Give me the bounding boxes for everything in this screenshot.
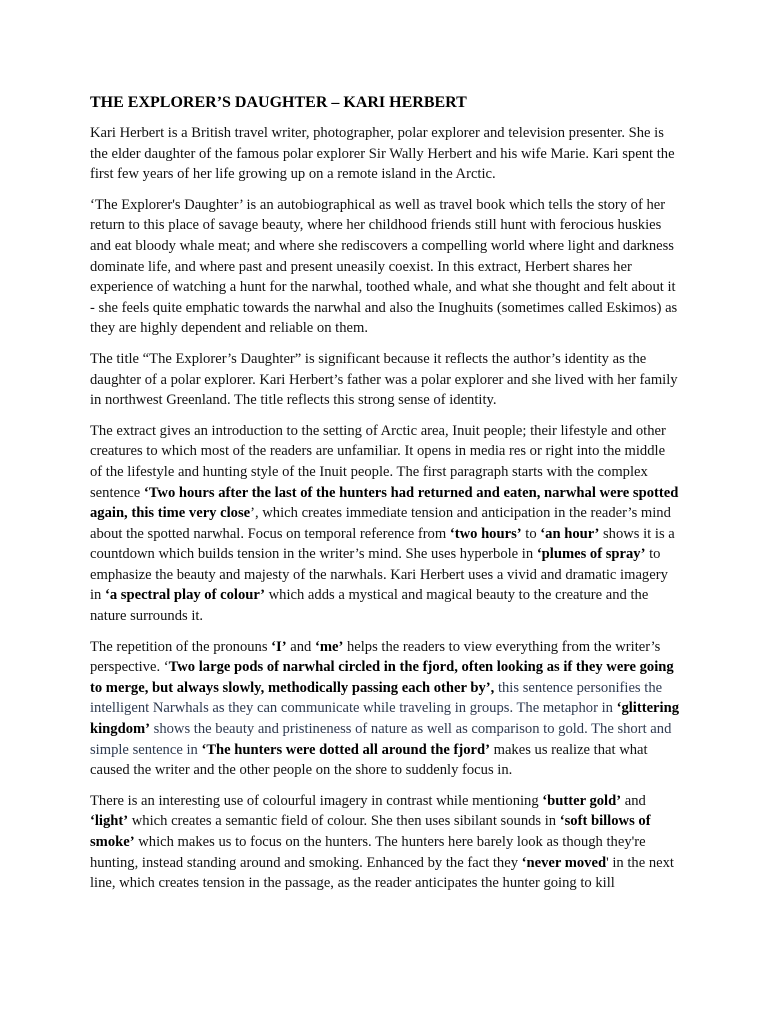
quote-bold: ‘The hunters were dotted all around the fjord’ bbox=[201, 741, 490, 758]
quote-bold: ‘I’ bbox=[271, 638, 287, 655]
quote-bold: ‘glittering kingdom’ bbox=[90, 700, 680, 738]
text-run: which creates a semantic field of colour. She then uses sibilant sounds in bbox=[128, 813, 560, 830]
quote-bold: ‘soft billows of smoke’ bbox=[90, 813, 651, 850]
document-page bbox=[90, 92, 680, 904]
paragraph-title-significance: The title “The Explorer’s Daughter” is significant because it reflects the author’s identity as the daughter of a polar explorer. Kari Herbert’s father was a polar explorer and she lived with her family in northwest Greenland. The title reflects this strong sense of identity. bbox=[90, 350, 678, 409]
text-run: helps the readers to view everything from the writer’s perspective. ‘ bbox=[90, 638, 661, 676]
paragraph-book-summary: ‘The Explorer's Daughter’ is an autobiographical as well as travel book which tells the story of her return to this place of savage beauty, where her childhood friends still hunt with ferocious huskies and eat bloody whale meat; and where she rediscovers a compelling world where light and darkness dominate life, and where past and present uneasily coexist. In this extract, Herbert shares her experience of watching a hunt for the narwhal, toothed whale, and what she thought and felt about it - she feels quite emphatic towards the narwhal and also the Inughuits (sometimes called Eskimos) as they are highly dependent and reliable on them. bbox=[90, 196, 678, 337]
paragraph-intro: Kari Herbert is a British travel writer, photographer, polar explorer and television presenter. She is the elder daughter of the famous polar explorer Sir Wally Herbert and his wife Marie. Kari spent the first few years of her life growing up on a remote island in the Arctic. bbox=[90, 125, 675, 183]
quote-bold: ‘me’ bbox=[314, 638, 344, 655]
text-run: to emphasize the beauty and majesty of the narwhals. Kari Herbert uses a vivid and dramatic imagery in bbox=[90, 546, 668, 604]
text-run: The extract gives an introduction to the setting of Arctic area, Inuit people; their lifestyle and other creatures to which most of the readers are unfamiliar. It opens in media res or right into the middle of the lifestyle and hunting style of the Inuit people. The first paragraph starts with the complex sentence bbox=[90, 422, 666, 501]
text-run: shows the beauty and pristineness of nature as well as comparison to gold. The short and simple sentence in bbox=[90, 721, 672, 758]
quote-bold: ‘two hours’ bbox=[449, 525, 522, 542]
quote-bold: ‘butter gold’ bbox=[542, 792, 622, 809]
text-run: There is an interesting use of colourful imagery in contrast while mentioning bbox=[90, 792, 543, 809]
text-run: makes us realize that what caused the writer and the other people on the shore to suddenly focus in. bbox=[90, 741, 648, 779]
quote-bold: Two large pods of narwhal circled in the fjord, often looking as if they were going to merge, but always slowly, methodically passing each other by’, bbox=[90, 659, 674, 696]
quote-bold: ‘never moved bbox=[521, 854, 607, 871]
document-title: THE EXPLORER’S DAUGHTER – KARI HERBERT bbox=[90, 94, 467, 111]
paragraph-setting bbox=[90, 421, 680, 627]
quote-bold: ‘plumes of spray’ bbox=[536, 546, 646, 563]
paragraph-imagery bbox=[90, 791, 680, 894]
text-run: and bbox=[621, 792, 646, 809]
quote-bold: ‘a spectral play of colour’ bbox=[105, 587, 265, 604]
text-run: shows it is a countdown which builds tension in the writer’s mind. She uses hyperbole in bbox=[90, 525, 675, 563]
quote-bold: ‘light’ bbox=[90, 813, 129, 830]
text-run: which makes us to focus on the hunters. The hunters here barely look as though they're hunting, instead standing around and smoking. Enhanced by the fact they bbox=[90, 834, 646, 871]
text-run: which adds a mystical and magical beauty to the creature and the nature surrounds it. bbox=[90, 587, 649, 625]
text-run: this sentence personifies the intelligent Narwhals as they can communicate while traveling in groups. The metaphor in bbox=[90, 679, 663, 717]
paragraph-pronouns bbox=[90, 637, 680, 781]
text-run: to bbox=[521, 525, 541, 542]
text-run: and bbox=[286, 638, 315, 655]
text-run: The repetition of the pronouns bbox=[90, 638, 272, 655]
text-run: ' in the next line, which creates tension in the passage, as the reader anticipates the hunter going to kill bbox=[90, 854, 674, 892]
text-run: ’, which creates immediate tension and anticipation in the reader’s mind about the spotted narwhal. Focus on temporal reference from bbox=[90, 505, 671, 542]
quote-bold: ‘Two hours after the last of the hunters had returned and eaten, narwhal were spotted again, this time very close bbox=[90, 484, 679, 522]
quote-bold: ‘an hour’ bbox=[540, 525, 600, 542]
